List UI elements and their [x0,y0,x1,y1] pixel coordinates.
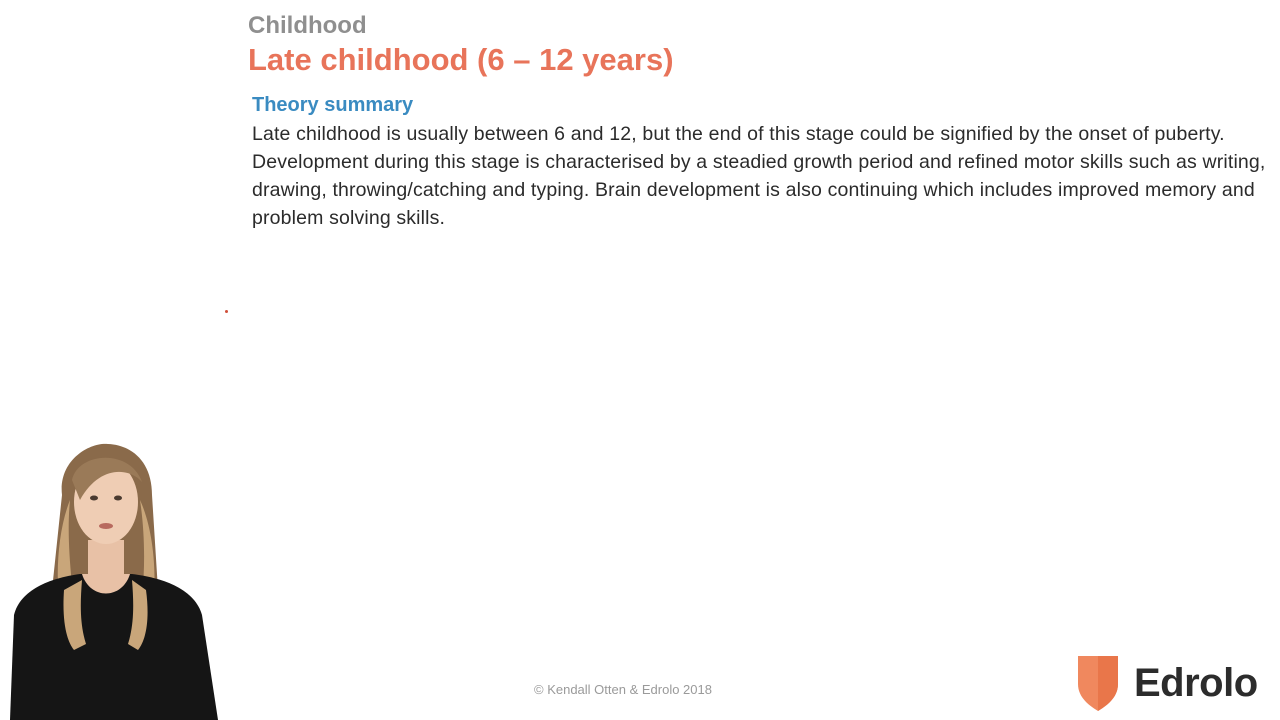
theory-summary-heading: Theory summary [252,94,414,116]
section-heading: Childhood [248,12,367,39]
presenter-mouth [99,523,113,529]
theory-summary-text: Late childhood is usually between 6 and 12, but the end of this stage could be signified by the onset of puberty. Development during this stage is characterised by a steadied growth period and refined motor skills such as writing, drawing, throwing/catching and typing. Brain development is also continuing which includes improved memory and problem solving skills. [252,123,1266,229]
copyright-text: © Kendall Otten & Edrolo 2018 [534,682,712,697]
presenter-top [10,574,218,720]
presenter-video [0,440,225,720]
shield-logo-icon [1076,654,1120,712]
brand-name: Edrolo [1134,660,1258,705]
pointer-dot [225,310,228,313]
presenter-eye-right [114,496,122,501]
slide-title: Late childhood (6 – 12 years) [248,42,674,77]
presenter-eye-left [90,496,98,501]
edrolo-logo [1076,654,1258,712]
